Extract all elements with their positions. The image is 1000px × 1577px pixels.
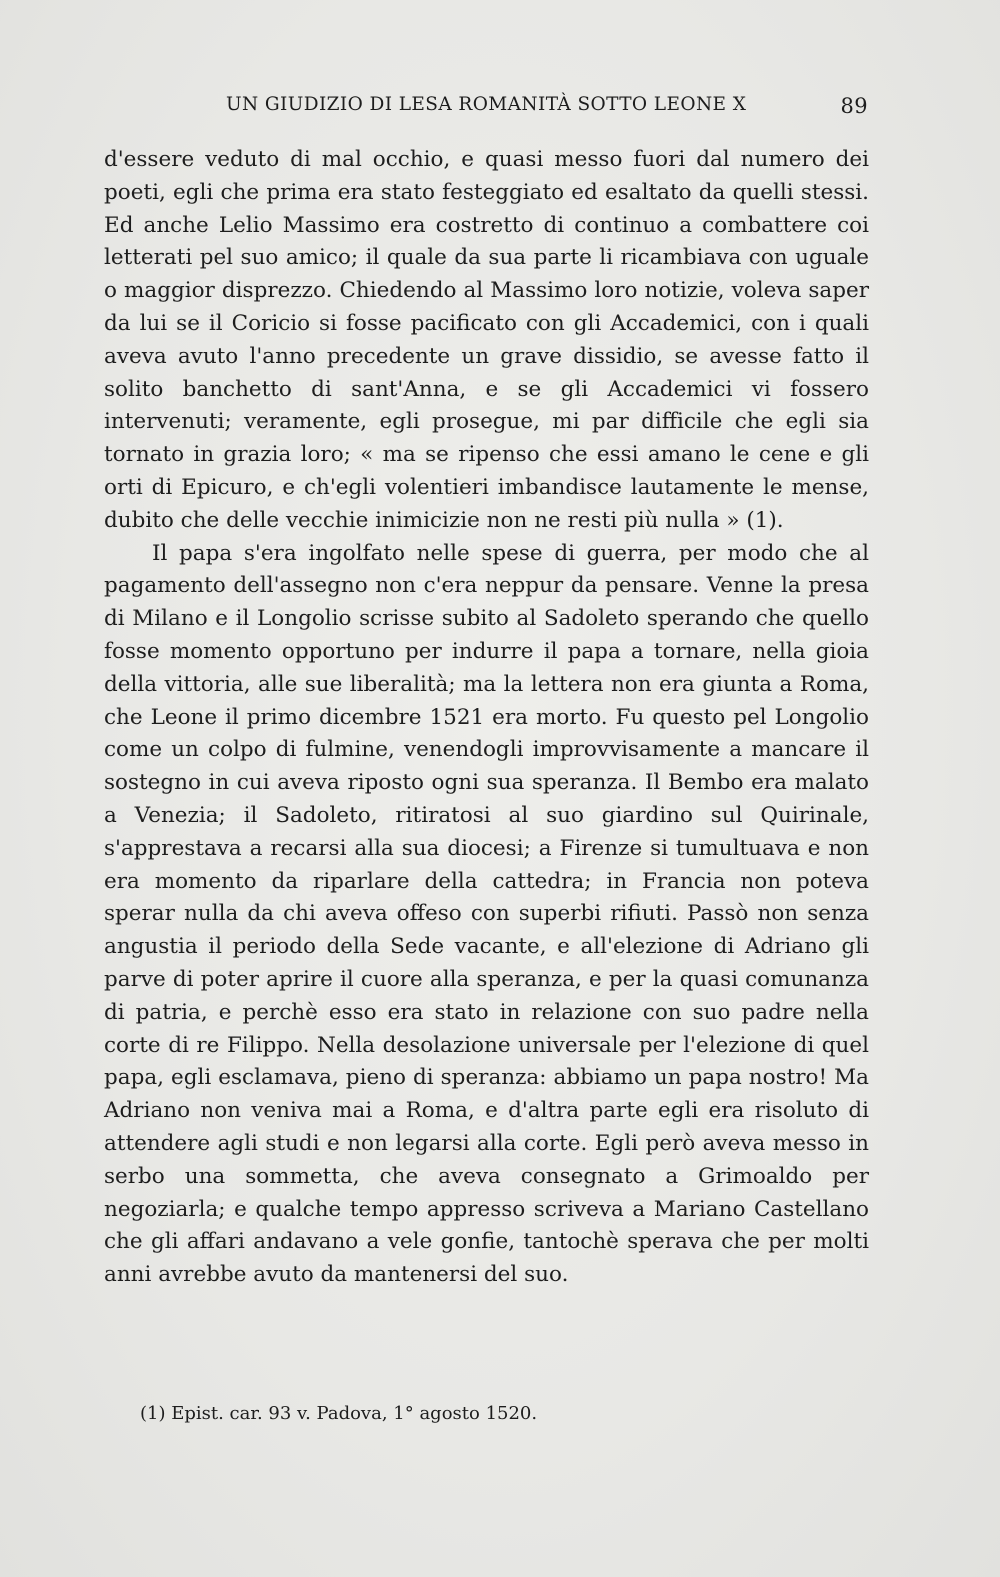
paragraph-2: Il papa s'era ingolfato nelle spese di guerra, per modo che al pagamento dell'assegno non c'era neppur da pensare. Venne la presa di Milano e il Longolio scrisse subito al Sadoleto sperando che quello fosse momento opportuno per indurre il papa a tornare, nella gioia della vittoria, alle sue liberalità; ma la lettera non era giunta a Roma, che Leone il primo dicembre 1521 era morto. Fu questo pel Longolio come un colpo di fulmine, venendogli improvvisamente a mancare il sostegno in cui aveva riposto ogni sua speranza. Il Bembo era malato a Venezia; il Sadoleto, ritiratosi al suo giardino sul Quirinale, s'apprestava a recarsi alla sua diocesi; a Firenze si tumultuava e non era momento da riparlare della cattedra; in Francia non poteva sperar nulla da chi aveva offeso con superbi rifiuti. Passò non senza angustia il periodo della Sede vacante, e all'elezione di Adriano gli parve di poter aprire il cuore alla speranza, e per la quasi comunanza di patria, e perchè esso era stato in relazione con suo padre nella corte di re Filippo. Nella desolazione universale per l'elezione di quel papa, egli esclamava, pieno di speranza: abbiamo un papa nostro! Ma Adriano non veniva mai a Roma, e d'altra parte egli era risoluto di attendere agli studi e non legarsi alla corte. Egli però aveva messo in serbo una sommetta, che aveva consegnato a Grimoaldo per negoziarla; e qualche tempo appresso scriveva a Mariano Castellano che gli affari andavano a vele gonfie, tantochè sperava che per molti anni avrebbe avuto da mantenersi del suo. (104, 540, 869, 1288)
footnote: (1) Epist. car. 93 v. Padova, 1° agosto 1520. (140, 1403, 538, 1424)
body-text (104, 144, 869, 1292)
running-header (226, 94, 868, 120)
paragraph-1: d'essere veduto di mal occhio, e quasi messo fuori dal numero dei poeti, egli che prima era stato festeggiato ed esaltato da quelli stessi. Ed anche Lelio Massimo era costretto di continuo a combattere coi letterati pel suo amico; il quale da sua parte li ricambiava con uguale o maggior disprezzo. Chiedendo al Massimo loro notizie, voleva saper da lui se il Coricio si fosse pacificato con gli Accademici, con i quali aveva avuto l'anno precedente un grave dissidio, se avesse fatto il solito banchetto di sant'Anna, e se gli Accademici vi fossero intervenuti; veramente, egli prosegue, mi par difficile che egli sia tornato in grazia loro; « ma se ripenso che essi amano le cene e gli orti di Epicuro, e ch'egli volentieri imbandisce lautamente le mense, dubito che delle vecchie inimicizie non ne resti più nulla » (1). (104, 147, 869, 533)
running-title: UN GIUDIZIO DI LESA ROMANITÀ SOTTO LEONE X (226, 94, 747, 115)
page-number: 89 (840, 94, 868, 118)
